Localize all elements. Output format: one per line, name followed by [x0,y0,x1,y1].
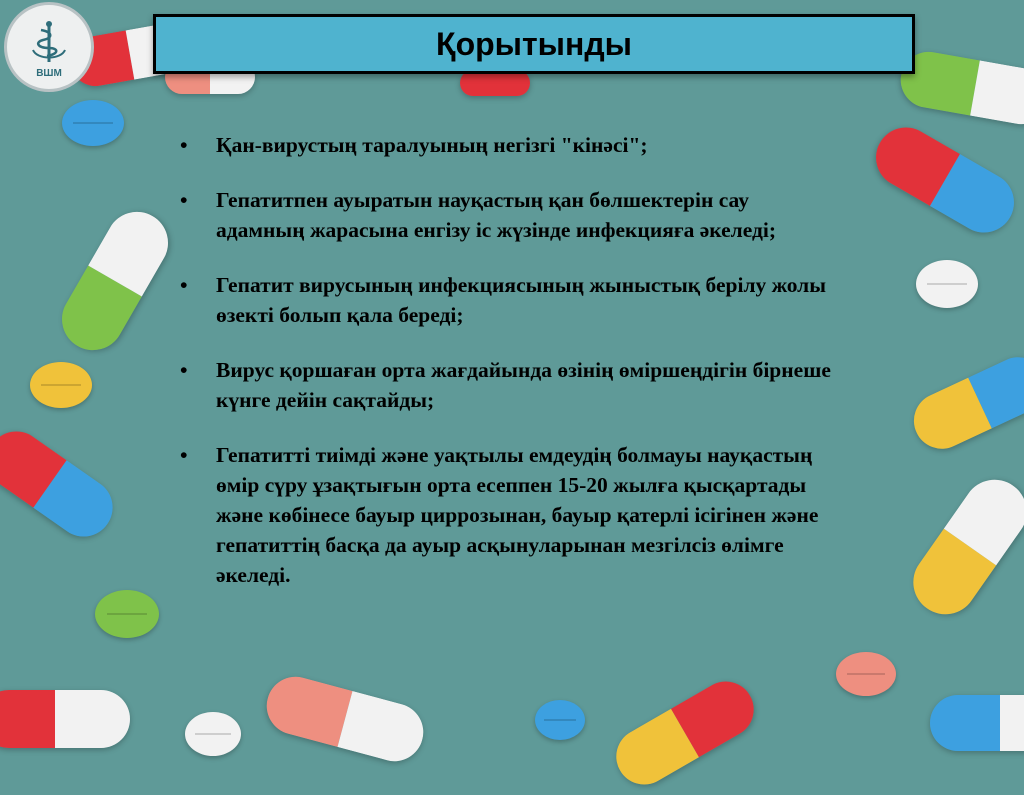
title-bar [153,14,915,74]
capsule-icon [0,690,130,748]
tablet-icon [185,712,241,756]
tablet-icon [916,260,978,308]
tablet-icon [62,100,124,146]
slide-content [180,130,840,615]
bullet-text: Гепатитпен ауыратын науқастың қан бөлшектерін сау адамның жарасына енгізу іс жүзінде инфекцияға әкеледі; [216,188,776,242]
bullet-item [180,270,840,330]
bullet-item [180,440,840,590]
bullet-marker: • [180,358,188,382]
capsule-icon [865,117,1024,244]
bullet-marker: • [180,133,188,157]
capsule-icon [260,670,430,767]
bullet-marker: • [180,443,188,467]
bullet-list [180,130,840,590]
tablet-icon [535,700,585,740]
tablet-icon [30,362,92,408]
capsule-icon [901,467,1024,627]
bullet-item [180,185,840,245]
tablet-icon [95,590,159,638]
capsule-icon [905,348,1024,458]
capsule-icon [0,420,124,548]
capsule-icon [930,695,1024,751]
institution-logo [4,2,94,92]
medical-logo-icon [23,16,75,68]
bullet-text: Вирус қоршаған орта жағдайында өзінің өміршеңдігін бірнеше күнге дейін сақтайды; [216,358,831,412]
bullet-text: Қан-вирустың таралуының негізгі "кінәсі"; [216,133,648,157]
bullet-item [180,355,840,415]
slide-title: Қорытынды [436,25,632,62]
capsule-icon [606,671,764,794]
bullet-marker: • [180,273,188,297]
bullet-text: Гепатитті тиімді және уақтылы емдеудің болмауы науқастың өмір сүру ұзақтығын орта есеппен 15-20 жылға қысқартады және көбінесе бауыр циррозынан, бауыр қатерлі ісігінен және гепатиттің басқа да ауыр асқынуларынан мезгілсіз өлімге әкеледі. [216,443,819,587]
bullet-marker: • [180,188,188,212]
bullet-item [180,130,840,160]
tablet-icon [836,652,896,696]
capsule-icon [51,201,180,362]
bullet-text: Гепатит вирусының инфекциясының жыныстық берілу жолы өзекті болып қала береді; [216,273,827,327]
logo-text: ВШМ [36,67,62,79]
capsule-icon [896,47,1024,128]
